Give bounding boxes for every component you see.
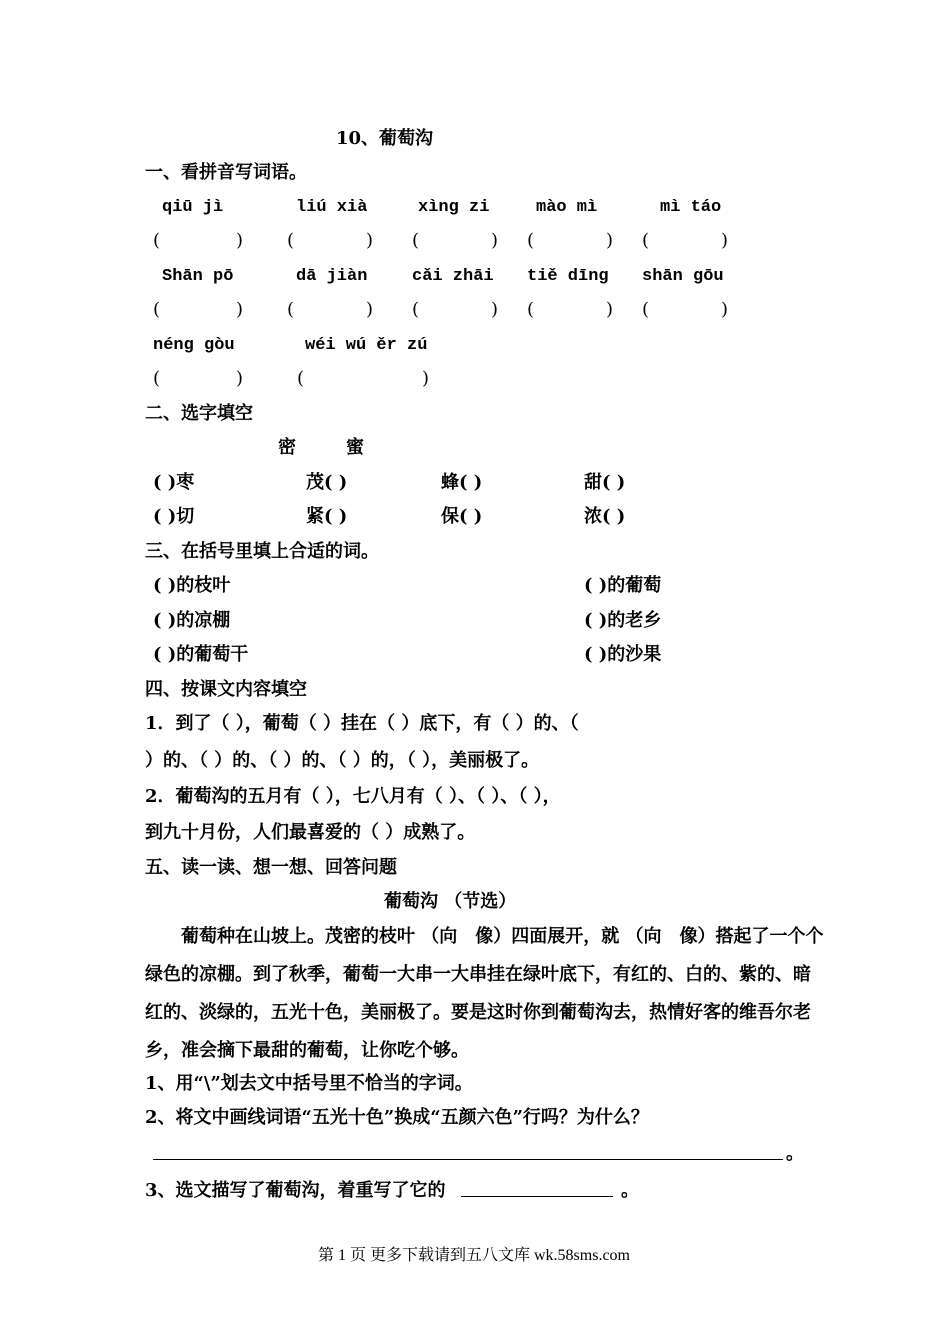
fill-item[interactable]: ( )枣 xyxy=(153,472,195,493)
question-4-1-line-1: 1．到了（ ），葡萄（ ）挂在（ ）底下，有（ ）的、（ xyxy=(145,713,579,734)
answer-line[interactable] xyxy=(153,1159,783,1160)
answer-blank[interactable]: ( ) xyxy=(297,368,430,389)
pinyin-1: qiū jì xyxy=(162,198,224,217)
fill-item[interactable]: ( )的枝叶 xyxy=(153,575,231,596)
fill-item[interactable]: ( )的沙果 xyxy=(584,644,662,665)
pinyin-10: shān gōu xyxy=(642,267,724,286)
pinyin-4: mào mì xyxy=(536,198,598,217)
answer-line-end: 。 xyxy=(786,1143,804,1164)
answer-line-end: 。 xyxy=(621,1180,639,1201)
passage-title: 葡萄沟 （节选） xyxy=(384,891,517,912)
answer-blank[interactable]: ( ) xyxy=(153,230,244,251)
answer-blank-line[interactable] xyxy=(461,1196,613,1197)
section-5-heading: 五、读一读、想一想、回答问题 xyxy=(145,857,397,878)
fill-item[interactable]: ( )切 xyxy=(153,506,195,527)
fill-item[interactable]: ( )的凉棚 xyxy=(153,610,231,631)
pinyin-6: Shān pō xyxy=(162,267,234,286)
question-4-2-line-1: 2．葡萄沟的五月有（ ），七八月有（ ）、（ ）、（ ）， xyxy=(145,786,561,807)
pinyin-9: tiě dīng xyxy=(527,267,609,286)
answer-blank[interactable]: ( ) xyxy=(642,230,729,251)
pinyin-3: xìng zi xyxy=(418,198,490,217)
question-4-1-line-2: ）的、（ ）的、（ ）的、（ ）的，（ ），美丽极了。 xyxy=(145,750,540,771)
fill-item[interactable]: 甜( ) xyxy=(584,472,626,493)
answer-blank[interactable]: ( ) xyxy=(287,299,374,320)
answer-blank[interactable]: ( ) xyxy=(412,299,499,320)
answer-blank[interactable]: ( ) xyxy=(287,230,374,251)
pinyin-7: dā jiàn xyxy=(296,267,368,286)
pinyin-8: cǎi zhāi xyxy=(412,267,494,286)
pinyin-2: liú xià xyxy=(296,198,368,217)
fill-item[interactable]: ( )的葡萄干 xyxy=(153,644,249,665)
question-5-2: 2、将文中画线词语“五光十色”换成“五颜六色”行吗？为什么？ xyxy=(145,1107,649,1128)
answer-blank[interactable]: ( ) xyxy=(153,299,244,320)
fill-item[interactable]: 保( ) xyxy=(441,506,483,527)
pinyin-12: wéi wú ěr zú xyxy=(305,336,428,355)
section-2-heading: 二、选字填空 xyxy=(145,403,253,424)
choice-char-2: 蜜 xyxy=(346,437,364,458)
question-5-3: 3、选文描写了葡萄沟，着重写了它的 xyxy=(145,1180,446,1201)
section-3-heading: 三、在括号里填上合适的词。 xyxy=(145,541,379,562)
page-title: 10、葡萄沟 xyxy=(336,128,434,149)
answer-blank[interactable]: ( ) xyxy=(412,230,499,251)
fill-item[interactable]: 浓( ) xyxy=(584,506,626,527)
answer-blank[interactable]: ( ) xyxy=(527,299,614,320)
question-4-2-line-2: 到九十月份，人们最喜爱的（ ）成熟了。 xyxy=(145,822,476,843)
answer-blank[interactable]: ( ) xyxy=(527,230,614,251)
fill-item[interactable]: 蜂( ) xyxy=(441,472,483,493)
fill-item[interactable]: ( )的葡萄 xyxy=(584,575,662,596)
page-footer: 第 1 页 更多下载请到五八文库 wk.58sms.com xyxy=(318,1247,631,1264)
section-1-heading: 一、看拼音写词语。 xyxy=(145,162,307,183)
passage-text: 葡萄种在山坡上。茂密的枝叶 （向 像）四面展开，就 （向 像）搭起了一个个绿色的凉棚。到了秋季，葡萄一大串一大串挂在绿叶底下，有红的、白的、紫的、暗红的、淡绿的，五光十色，美丽极了。要是这时你到葡萄沟去，热情好客的维吾尔老乡，准会摘下最甜的葡萄，让你吃个够。 xyxy=(145,926,824,1061)
pinyin-11: néng gòu xyxy=(153,336,235,355)
answer-blank[interactable]: ( ) xyxy=(153,368,244,389)
pinyin-5: mì táo xyxy=(660,198,722,217)
fill-item[interactable]: ( )的老乡 xyxy=(584,610,662,631)
answer-blank[interactable]: ( ) xyxy=(642,299,729,320)
choice-char-1: 密 xyxy=(278,437,296,458)
fill-item[interactable]: 茂( ) xyxy=(306,472,348,493)
fill-item[interactable]: 紧( ) xyxy=(306,506,348,527)
section-4-heading: 四、按课文内容填空 xyxy=(145,679,307,700)
question-5-1: 1、用“\”划去文中括号里不恰当的字词。 xyxy=(145,1073,473,1094)
